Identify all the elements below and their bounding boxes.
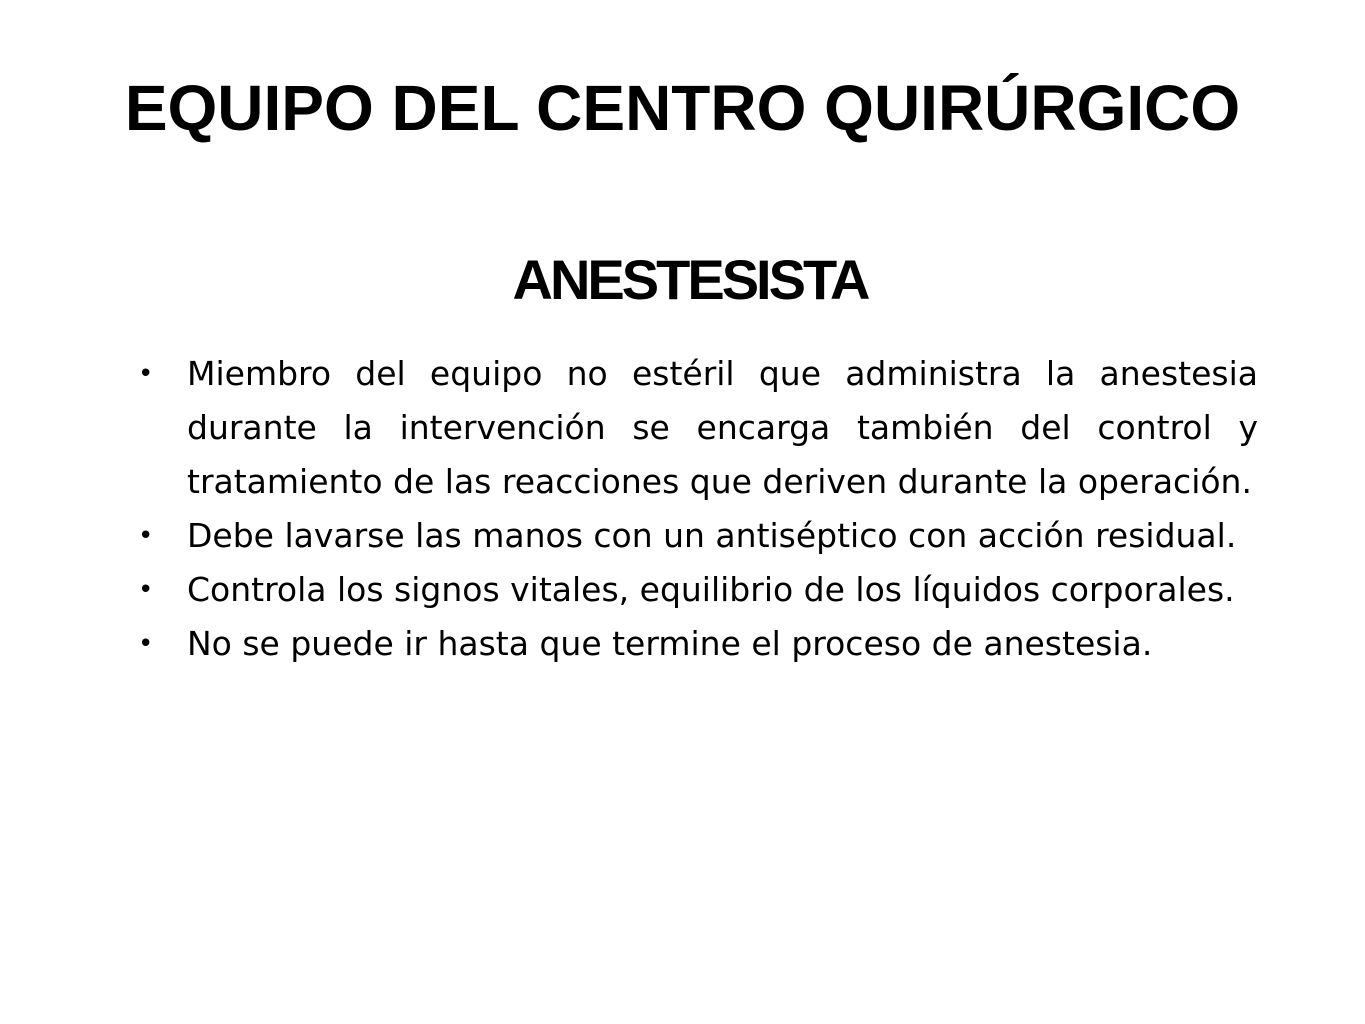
bullet-list <box>138 347 1258 671</box>
list-item <box>138 347 1258 509</box>
slide-title: EQUIPO DEL CENTRO QUIRÚRGICO <box>124 72 1241 144</box>
bullet-icon: • <box>138 521 154 551</box>
section-heading: ANESTESISTA <box>512 248 868 311</box>
list-item <box>138 617 1258 671</box>
list-item <box>138 509 1258 563</box>
bullet-text: Debe lavarse las manos con un antiséptico con acción residual. <box>187 516 1237 555</box>
bullet-icon: • <box>138 575 154 605</box>
bullet-text: Controla los signos vitales, equilibrio de los líquidos corporales. <box>187 570 1235 609</box>
bullet-text: Miembro del equipo no estéril que administra la anestesia durante la intervención se encarga también del control y tratamiento de las reacciones que deriven durante la operación. <box>187 354 1258 501</box>
bullet-icon: • <box>138 359 154 389</box>
bullet-icon: • <box>138 629 154 659</box>
bullet-text: No se puede ir hasta que termine el proceso de anestesia. <box>187 624 1153 663</box>
list-item <box>138 563 1258 617</box>
